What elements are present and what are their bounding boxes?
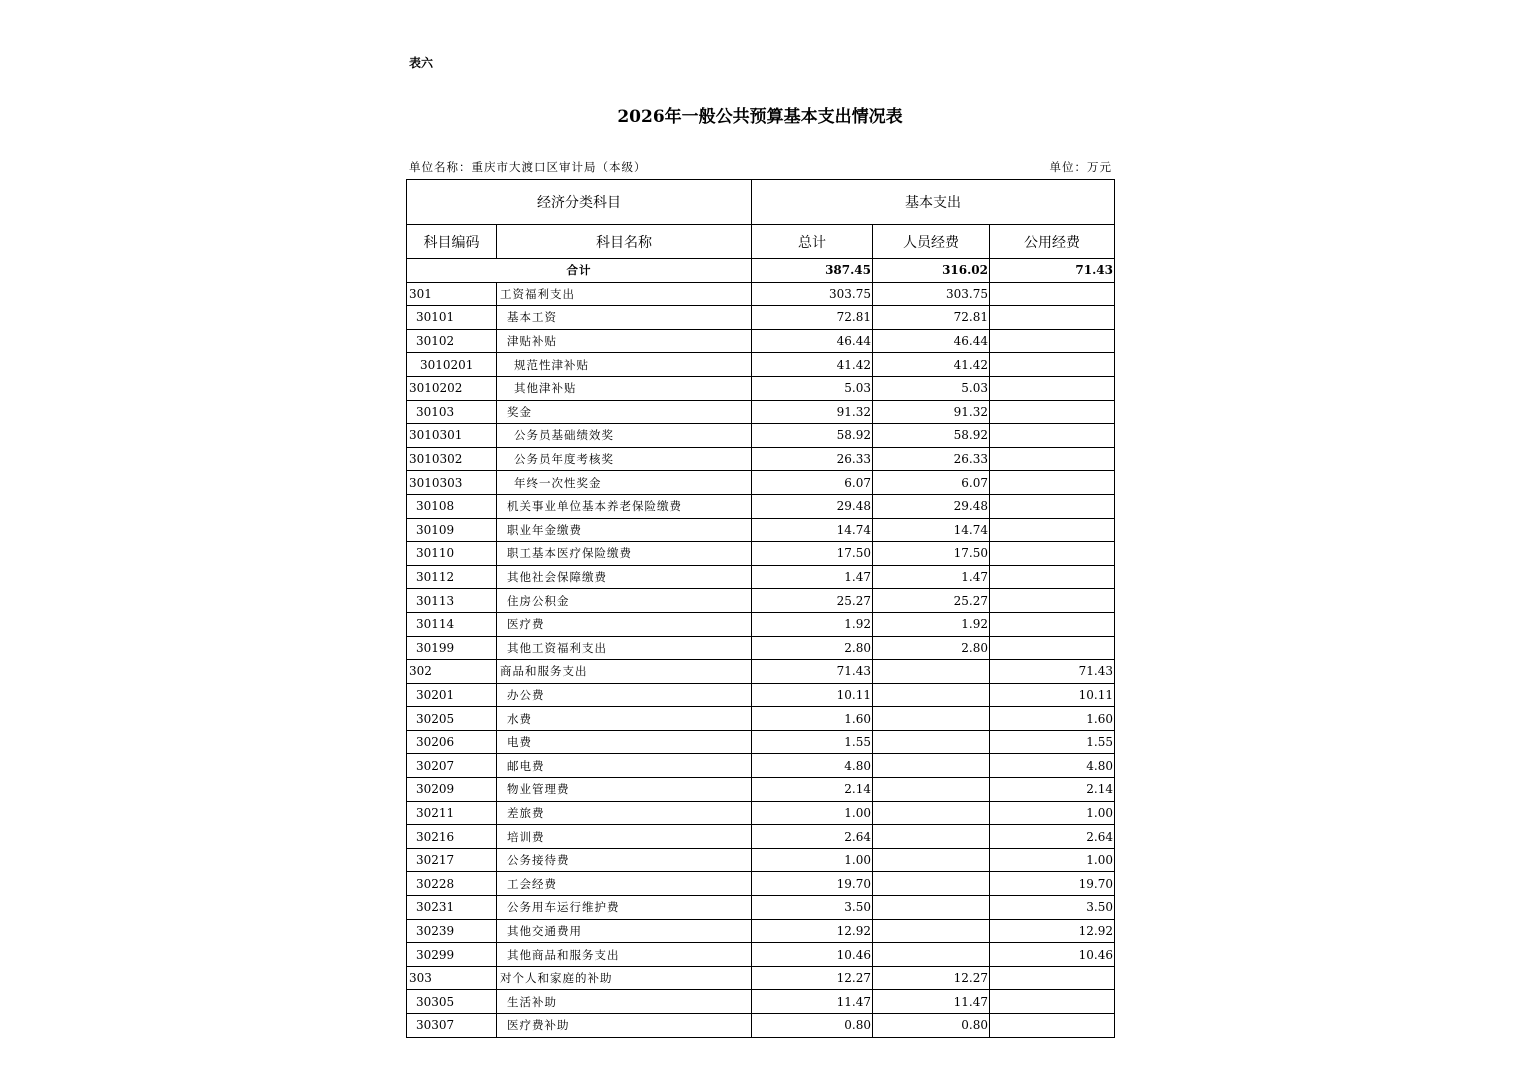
row-total: 25.27 bbox=[752, 589, 873, 613]
row-total: 12.92 bbox=[752, 919, 873, 943]
row-personnel: 303.75 bbox=[873, 282, 990, 306]
table-row bbox=[407, 518, 1115, 542]
row-personnel: 1.47 bbox=[873, 565, 990, 589]
row-public: 1.00 bbox=[990, 801, 1115, 825]
table-row bbox=[407, 919, 1115, 943]
total-sum: 387.45 bbox=[752, 259, 873, 283]
row-code: 30112 bbox=[407, 565, 497, 589]
row-name: 其他工资福利支出 bbox=[497, 636, 752, 660]
row-name: 培训费 bbox=[497, 825, 752, 849]
row-public bbox=[990, 282, 1115, 306]
table-row bbox=[407, 683, 1115, 707]
row-total: 4.80 bbox=[752, 754, 873, 778]
table-row bbox=[407, 636, 1115, 660]
table-row bbox=[407, 730, 1115, 754]
row-public bbox=[990, 990, 1115, 1014]
row-personnel: 11.47 bbox=[873, 990, 990, 1014]
row-code: 30102 bbox=[407, 329, 497, 353]
row-name: 其他交通费用 bbox=[497, 919, 752, 943]
row-personnel bbox=[873, 707, 990, 731]
row-personnel bbox=[873, 754, 990, 778]
row-public bbox=[990, 376, 1115, 400]
row-personnel: 29.48 bbox=[873, 494, 990, 518]
row-name: 年终一次性奖金 bbox=[497, 471, 752, 495]
row-name: 电费 bbox=[497, 730, 752, 754]
row-total: 14.74 bbox=[752, 518, 873, 542]
row-code: 30205 bbox=[407, 707, 497, 731]
row-total: 6.07 bbox=[752, 471, 873, 495]
row-total: 2.14 bbox=[752, 778, 873, 802]
row-name: 商品和服务支出 bbox=[497, 660, 752, 684]
page-title: 2026年一般公共预算基本支出情况表 bbox=[617, 107, 903, 127]
table-row bbox=[407, 778, 1115, 802]
row-public bbox=[990, 471, 1115, 495]
row-public bbox=[990, 542, 1115, 566]
row-personnel: 91.32 bbox=[873, 400, 990, 424]
row-name: 邮电费 bbox=[497, 754, 752, 778]
row-total: 303.75 bbox=[752, 282, 873, 306]
row-personnel bbox=[873, 943, 990, 967]
row-code: 30201 bbox=[407, 683, 497, 707]
row-public: 4.80 bbox=[990, 754, 1115, 778]
row-name: 办公费 bbox=[497, 683, 752, 707]
row-code: 30217 bbox=[407, 848, 497, 872]
row-public bbox=[990, 400, 1115, 424]
header-basic-expenditure: 基本支出 bbox=[752, 180, 1115, 225]
row-name: 规范性津补贴 bbox=[497, 353, 752, 377]
row-personnel: 6.07 bbox=[873, 471, 990, 495]
row-name: 基本工资 bbox=[497, 306, 752, 330]
table-row bbox=[407, 754, 1115, 778]
table-row bbox=[407, 471, 1115, 495]
row-public bbox=[990, 329, 1115, 353]
row-personnel bbox=[873, 896, 990, 920]
row-total: 10.46 bbox=[752, 943, 873, 967]
row-public: 12.92 bbox=[990, 919, 1115, 943]
table-row bbox=[407, 801, 1115, 825]
table-row bbox=[407, 376, 1115, 400]
row-public bbox=[990, 612, 1115, 636]
row-code: 30101 bbox=[407, 306, 497, 330]
row-total: 1.55 bbox=[752, 730, 873, 754]
row-code: 30207 bbox=[407, 754, 497, 778]
row-total: 91.32 bbox=[752, 400, 873, 424]
row-public bbox=[990, 306, 1115, 330]
row-public: 71.43 bbox=[990, 660, 1115, 684]
row-code: 30109 bbox=[407, 518, 497, 542]
row-public bbox=[990, 1014, 1115, 1038]
table-row bbox=[407, 660, 1115, 684]
table-row bbox=[407, 353, 1115, 377]
table-row bbox=[407, 282, 1115, 306]
row-name: 医疗费 bbox=[497, 612, 752, 636]
row-total: 1.00 bbox=[752, 848, 873, 872]
row-public bbox=[990, 353, 1115, 377]
row-name: 公务用车运行维护费 bbox=[497, 896, 752, 920]
total-personnel: 316.02 bbox=[873, 259, 990, 283]
table-row bbox=[407, 990, 1115, 1014]
row-personnel: 12.27 bbox=[873, 966, 990, 990]
row-public bbox=[990, 636, 1115, 660]
header-code: 科目编码 bbox=[407, 225, 497, 259]
row-public: 10.11 bbox=[990, 683, 1115, 707]
row-total: 26.33 bbox=[752, 447, 873, 471]
row-code: 30113 bbox=[407, 589, 497, 613]
header-public: 公用经费 bbox=[990, 225, 1115, 259]
row-total: 2.64 bbox=[752, 825, 873, 849]
row-total: 1.92 bbox=[752, 612, 873, 636]
row-code: 30231 bbox=[407, 896, 497, 920]
row-name: 机关事业单位基本养老保险缴费 bbox=[497, 494, 752, 518]
row-total: 46.44 bbox=[752, 329, 873, 353]
row-code: 30299 bbox=[407, 943, 497, 967]
row-public bbox=[990, 447, 1115, 471]
table-number-label: 表六 bbox=[409, 56, 434, 70]
row-total: 72.81 bbox=[752, 306, 873, 330]
row-personnel: 0.80 bbox=[873, 1014, 990, 1038]
row-personnel bbox=[873, 778, 990, 802]
row-personnel: 1.92 bbox=[873, 612, 990, 636]
table-row bbox=[407, 966, 1115, 990]
row-personnel bbox=[873, 683, 990, 707]
row-name: 公务接待费 bbox=[497, 848, 752, 872]
table-row bbox=[407, 896, 1115, 920]
table-row bbox=[407, 589, 1115, 613]
budget-table bbox=[406, 179, 1115, 1038]
row-code: 30228 bbox=[407, 872, 497, 896]
row-personnel: 26.33 bbox=[873, 447, 990, 471]
row-code: 3010303 bbox=[407, 471, 497, 495]
row-total: 1.60 bbox=[752, 707, 873, 731]
row-code: 30199 bbox=[407, 636, 497, 660]
row-name: 差旅费 bbox=[497, 801, 752, 825]
total-label: 合计 bbox=[407, 259, 752, 283]
row-public bbox=[990, 494, 1115, 518]
row-personnel bbox=[873, 660, 990, 684]
row-public: 19.70 bbox=[990, 872, 1115, 896]
row-personnel bbox=[873, 730, 990, 754]
row-public bbox=[990, 565, 1115, 589]
row-personnel: 2.80 bbox=[873, 636, 990, 660]
row-total: 19.70 bbox=[752, 872, 873, 896]
table-row bbox=[407, 707, 1115, 731]
row-code: 30211 bbox=[407, 801, 497, 825]
row-public: 2.64 bbox=[990, 825, 1115, 849]
row-name: 工资福利支出 bbox=[497, 282, 752, 306]
row-code: 3010301 bbox=[407, 424, 497, 448]
row-total: 1.00 bbox=[752, 801, 873, 825]
row-total: 58.92 bbox=[752, 424, 873, 448]
row-name: 工会经费 bbox=[497, 872, 752, 896]
row-name: 物业管理费 bbox=[497, 778, 752, 802]
table-row bbox=[407, 1014, 1115, 1038]
total-public: 71.43 bbox=[990, 259, 1115, 283]
row-personnel: 58.92 bbox=[873, 424, 990, 448]
table-row bbox=[407, 612, 1115, 636]
row-name: 住房公积金 bbox=[497, 589, 752, 613]
row-name: 职业年金缴费 bbox=[497, 518, 752, 542]
header-name: 科目名称 bbox=[497, 225, 752, 259]
table-row bbox=[407, 872, 1115, 896]
row-total: 5.03 bbox=[752, 376, 873, 400]
table-row bbox=[407, 494, 1115, 518]
row-code: 30108 bbox=[407, 494, 497, 518]
row-public: 10.46 bbox=[990, 943, 1115, 967]
row-name: 对个人和家庭的补助 bbox=[497, 966, 752, 990]
row-code: 30305 bbox=[407, 990, 497, 1014]
header-economic-classification: 经济分类科目 bbox=[407, 180, 752, 225]
table-row bbox=[407, 565, 1115, 589]
row-public: 3.50 bbox=[990, 896, 1115, 920]
row-public bbox=[990, 589, 1115, 613]
table-row bbox=[407, 329, 1115, 353]
table-row bbox=[407, 306, 1115, 330]
row-code: 3010302 bbox=[407, 447, 497, 471]
row-code: 302 bbox=[407, 660, 497, 684]
row-total: 10.11 bbox=[752, 683, 873, 707]
row-total: 41.42 bbox=[752, 353, 873, 377]
row-total: 71.43 bbox=[752, 660, 873, 684]
row-total: 12.27 bbox=[752, 966, 873, 990]
row-code: 301 bbox=[407, 282, 497, 306]
row-personnel bbox=[873, 825, 990, 849]
row-total: 0.80 bbox=[752, 1014, 873, 1038]
row-public bbox=[990, 424, 1115, 448]
row-public: 2.14 bbox=[990, 778, 1115, 802]
row-code: 3010201 bbox=[407, 353, 497, 377]
row-name: 其他社会保障缴费 bbox=[497, 565, 752, 589]
row-name: 水费 bbox=[497, 707, 752, 731]
row-personnel bbox=[873, 848, 990, 872]
table-row bbox=[407, 848, 1115, 872]
row-name: 其他津补贴 bbox=[497, 376, 752, 400]
table-row bbox=[407, 825, 1115, 849]
row-total: 11.47 bbox=[752, 990, 873, 1014]
row-name: 津贴补贴 bbox=[497, 329, 752, 353]
row-code: 30209 bbox=[407, 778, 497, 802]
row-public: 1.55 bbox=[990, 730, 1115, 754]
row-total: 3.50 bbox=[752, 896, 873, 920]
total-row bbox=[407, 259, 1115, 283]
row-total: 29.48 bbox=[752, 494, 873, 518]
unit-name: 单位名称：重庆市大渡口区审计局（本级） bbox=[409, 160, 647, 174]
row-code: 3010202 bbox=[407, 376, 497, 400]
table-row bbox=[407, 542, 1115, 566]
table-row bbox=[407, 400, 1115, 424]
header-total: 总计 bbox=[752, 225, 873, 259]
table-row bbox=[407, 424, 1115, 448]
row-name: 奖金 bbox=[497, 400, 752, 424]
row-personnel bbox=[873, 872, 990, 896]
row-personnel bbox=[873, 919, 990, 943]
header-personnel: 人员经费 bbox=[873, 225, 990, 259]
row-name: 公务员基础绩效奖 bbox=[497, 424, 752, 448]
row-personnel: 17.50 bbox=[873, 542, 990, 566]
row-personnel: 46.44 bbox=[873, 329, 990, 353]
row-name: 生活补助 bbox=[497, 990, 752, 1014]
row-name: 职工基本医疗保险缴费 bbox=[497, 542, 752, 566]
row-total: 2.80 bbox=[752, 636, 873, 660]
row-total: 17.50 bbox=[752, 542, 873, 566]
table-row bbox=[407, 447, 1115, 471]
row-name: 医疗费补助 bbox=[497, 1014, 752, 1038]
row-personnel: 5.03 bbox=[873, 376, 990, 400]
row-personnel: 25.27 bbox=[873, 589, 990, 613]
row-personnel: 41.42 bbox=[873, 353, 990, 377]
row-public: 1.60 bbox=[990, 707, 1115, 731]
row-public: 1.00 bbox=[990, 848, 1115, 872]
row-code: 30307 bbox=[407, 1014, 497, 1038]
row-code: 30239 bbox=[407, 919, 497, 943]
row-personnel: 72.81 bbox=[873, 306, 990, 330]
row-code: 30110 bbox=[407, 542, 497, 566]
table-row bbox=[407, 943, 1115, 967]
row-total: 1.47 bbox=[752, 565, 873, 589]
row-code: 303 bbox=[407, 966, 497, 990]
row-personnel: 14.74 bbox=[873, 518, 990, 542]
row-code: 30216 bbox=[407, 825, 497, 849]
row-public bbox=[990, 518, 1115, 542]
unit-label: 单位：万元 bbox=[1049, 160, 1112, 174]
row-name: 公务员年度考核奖 bbox=[497, 447, 752, 471]
row-personnel bbox=[873, 801, 990, 825]
row-code: 30206 bbox=[407, 730, 497, 754]
row-name: 其他商品和服务支出 bbox=[497, 943, 752, 967]
row-public bbox=[990, 966, 1115, 990]
row-code: 30114 bbox=[407, 612, 497, 636]
row-code: 30103 bbox=[407, 400, 497, 424]
